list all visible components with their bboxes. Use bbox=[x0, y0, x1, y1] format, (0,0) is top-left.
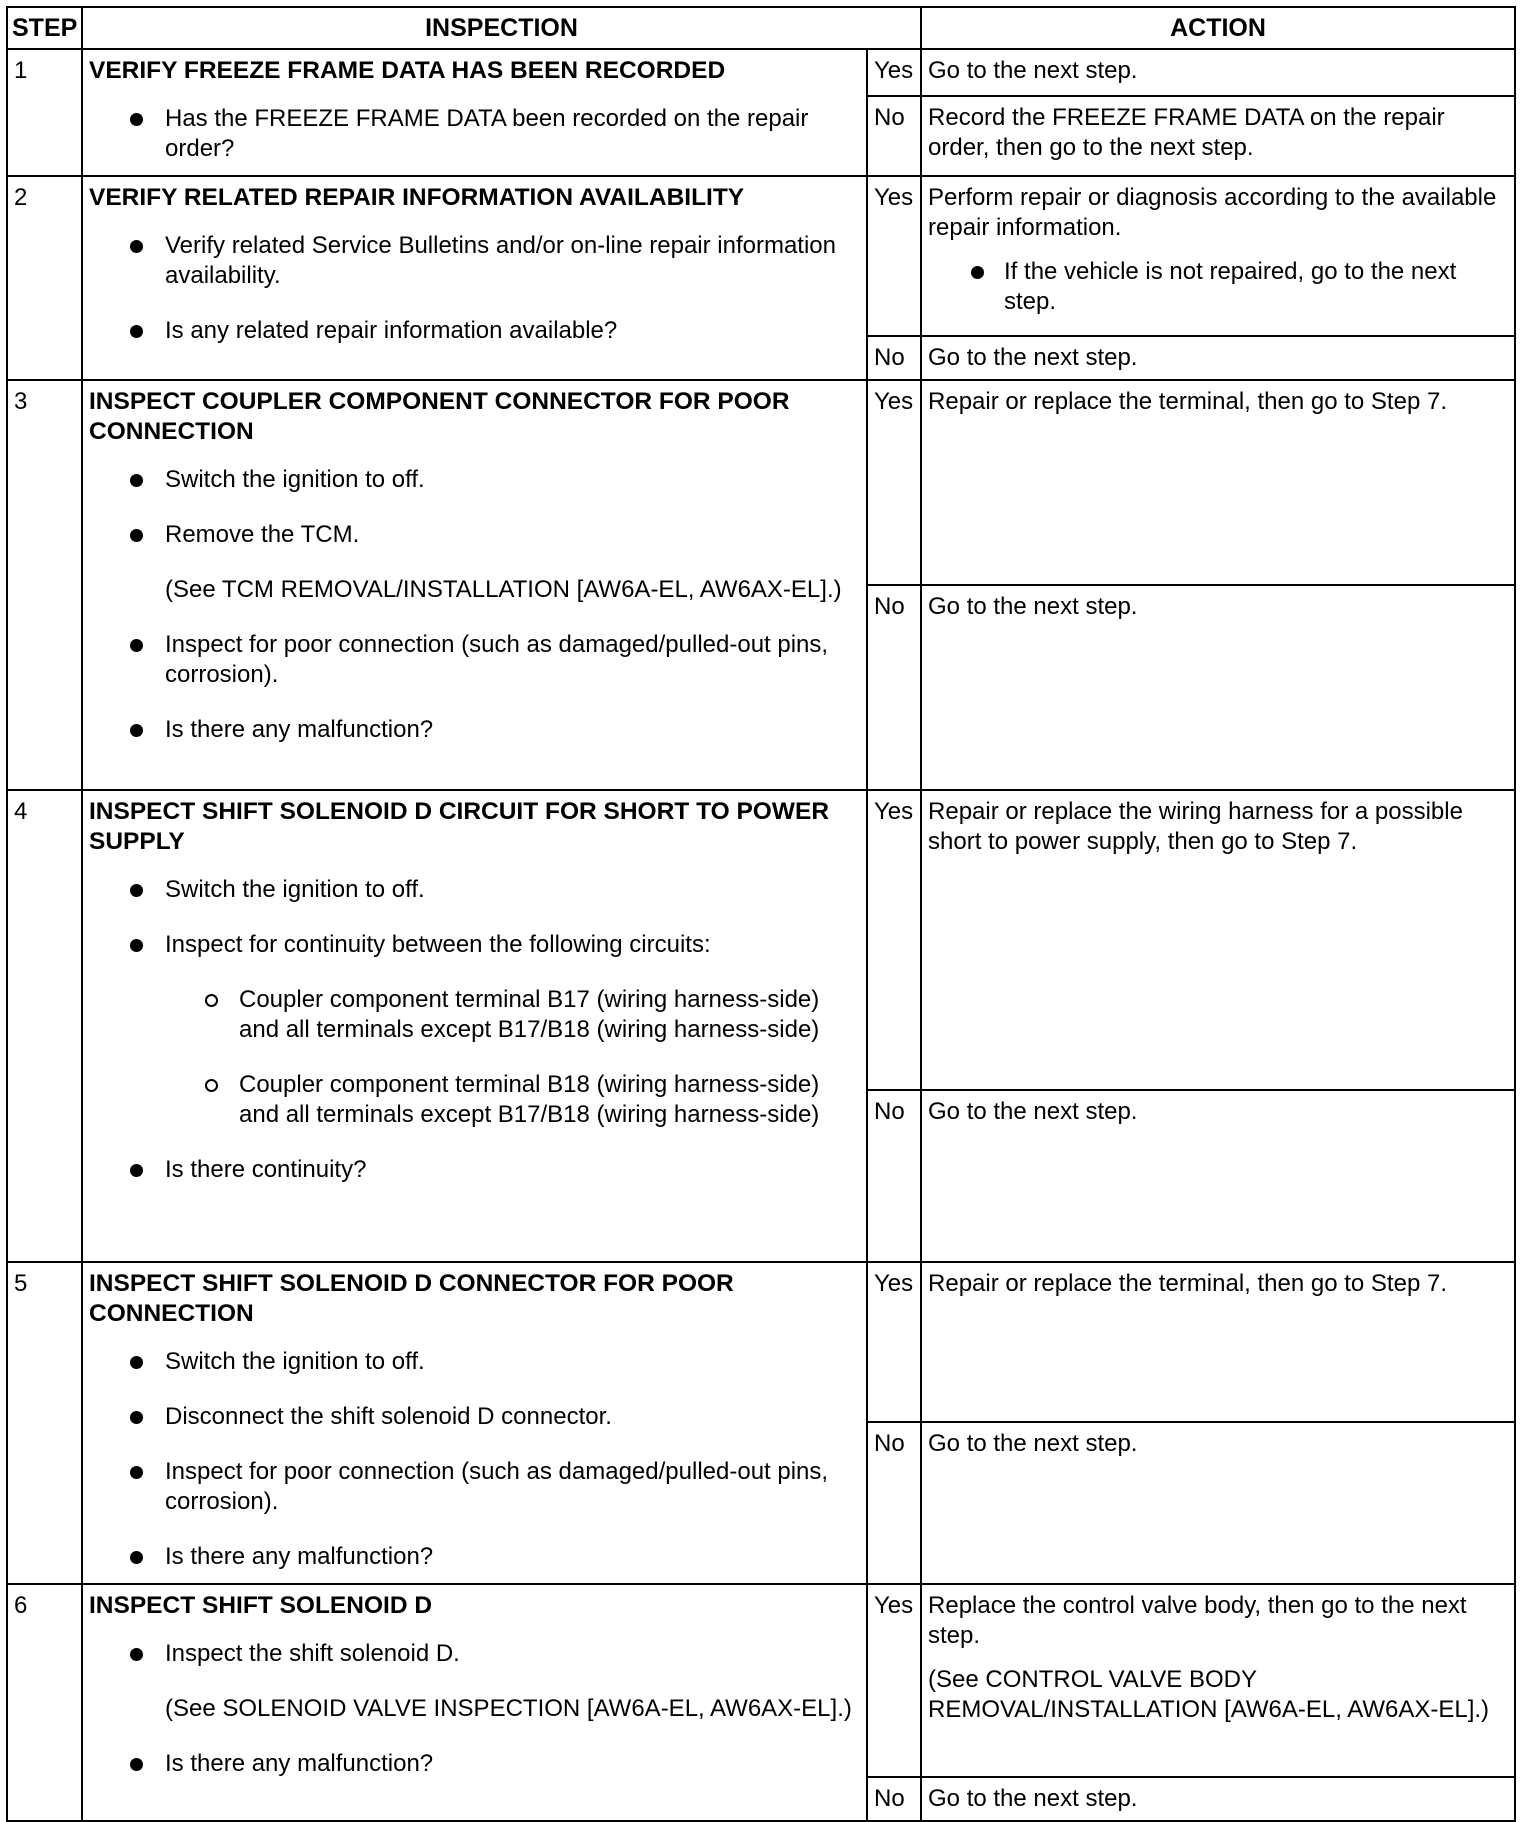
bullet-text: Is there any malfunction? bbox=[165, 1543, 434, 1570]
step-number: 6 bbox=[7, 1584, 82, 1821]
bullet-icon bbox=[130, 325, 143, 338]
bullet-icon bbox=[130, 1466, 143, 1479]
bullet-item bbox=[89, 875, 861, 905]
step-title: INSPECT SHIFT SOLENOID D CIRCUIT FOR SHORT TO POWER SUPPLY bbox=[89, 798, 830, 855]
bullet-item bbox=[89, 1457, 861, 1517]
step-6-yes-row bbox=[7, 1584, 1515, 1777]
inspection-cell bbox=[82, 49, 867, 176]
yes-action-cell bbox=[921, 1584, 1515, 1777]
bullet-item bbox=[89, 930, 861, 960]
bullet-icon bbox=[130, 240, 143, 253]
step-number: 3 bbox=[7, 380, 82, 790]
reference-note: (See TCM REMOVAL/INSTALLATION [AW6A-EL, AW6AX-EL].) bbox=[165, 576, 842, 603]
yes-action-cell bbox=[921, 176, 1515, 336]
yes-label: Yes bbox=[867, 790, 921, 1090]
bullet-icon bbox=[130, 1648, 143, 1661]
no-action: Record the FREEZE FRAME DATA on the repair order, then go to the next step. bbox=[921, 96, 1515, 176]
bullet-item bbox=[89, 465, 861, 495]
diagnostic-table bbox=[6, 6, 1516, 1822]
circle-bullet-icon bbox=[205, 994, 218, 1007]
yes-label: Yes bbox=[867, 380, 921, 585]
yes-label: Yes bbox=[867, 49, 921, 96]
bullet-text: Remove the TCM. bbox=[165, 521, 360, 548]
action-bullet bbox=[928, 257, 1509, 317]
no-action: Go to the next step. bbox=[921, 1777, 1515, 1821]
bullet-text: Is there any malfunction? bbox=[165, 716, 434, 743]
no-label: No bbox=[867, 336, 921, 380]
bullet-icon bbox=[130, 529, 143, 542]
step-title: VERIFY FREEZE FRAME DATA HAS BEEN RECORDED bbox=[89, 57, 726, 84]
yes-action: Replace the control valve body, then go to the next step. bbox=[928, 1592, 1467, 1649]
bullet-text: If the vehicle is not repaired, go to the next step. bbox=[1004, 258, 1457, 315]
no-label: No bbox=[867, 1422, 921, 1584]
no-action: Go to the next step. bbox=[921, 1090, 1515, 1262]
bullet-icon bbox=[130, 1164, 143, 1177]
bullet-item bbox=[89, 715, 861, 745]
step-title: INSPECT SHIFT SOLENOID D bbox=[89, 1592, 433, 1619]
step-5-yes-row bbox=[7, 1262, 1515, 1422]
inspection-cell bbox=[82, 1584, 867, 1821]
yes-label: Yes bbox=[867, 1584, 921, 1777]
header-step: STEP bbox=[7, 7, 82, 49]
bullet-icon bbox=[130, 474, 143, 487]
yes-label: Yes bbox=[867, 1262, 921, 1422]
step-1-yes-row bbox=[7, 49, 1515, 96]
bullet-item bbox=[89, 231, 861, 291]
bullet-item bbox=[89, 1155, 861, 1185]
bullet-text: Switch the ignition to off. bbox=[165, 466, 425, 493]
bullet-icon bbox=[130, 639, 143, 652]
yes-action: Repair or replace the terminal, then go to Step 7. bbox=[921, 1262, 1515, 1422]
bullet-text: Inspect the shift solenoid D. bbox=[165, 1640, 460, 1667]
inspection-cell bbox=[82, 380, 867, 790]
bullet-item bbox=[89, 1639, 861, 1669]
bullet-icon bbox=[130, 1411, 143, 1424]
bullet-item bbox=[89, 1402, 861, 1432]
step-2-yes-row bbox=[7, 176, 1515, 336]
sub-bullet-item bbox=[89, 1070, 861, 1130]
inspection-cell bbox=[82, 1262, 867, 1584]
bullet-text: Is any related repair information available? bbox=[165, 317, 618, 344]
bullet-text: Switch the ignition to off. bbox=[165, 1348, 425, 1375]
yes-label: Yes bbox=[867, 176, 921, 336]
header-action: ACTION bbox=[921, 7, 1515, 49]
bullet-text: Is there any malfunction? bbox=[165, 1750, 434, 1777]
sub-bullet-text: Coupler component terminal B17 (wiring harness-side) and all terminals except B17/B18 (wiring harness-side) bbox=[239, 986, 820, 1043]
bullet-text: Has the FREEZE FRAME DATA been recorded on the repair order? bbox=[165, 105, 809, 162]
step-title: INSPECT SHIFT SOLENOID D CONNECTOR FOR POOR CONNECTION bbox=[89, 1270, 734, 1327]
yes-action: Go to the next step. bbox=[921, 49, 1515, 96]
inspection-cell bbox=[82, 176, 867, 380]
bullet-icon bbox=[971, 266, 984, 279]
step-title: VERIFY RELATED REPAIR INFORMATION AVAILABILITY bbox=[89, 184, 745, 211]
bullet-icon bbox=[130, 1758, 143, 1771]
no-action: Go to the next step. bbox=[921, 585, 1515, 790]
no-label: No bbox=[867, 1777, 921, 1821]
bullet-icon bbox=[130, 884, 143, 897]
no-action: Go to the next step. bbox=[921, 336, 1515, 380]
bullet-text: Is there continuity? bbox=[165, 1156, 367, 1183]
inspection-cell bbox=[82, 790, 867, 1262]
no-label: No bbox=[867, 585, 921, 790]
bullet-text: Inspect for poor connection (such as damaged/pulled-out pins, corrosion). bbox=[165, 1458, 829, 1515]
bullet-icon bbox=[130, 1551, 143, 1564]
header-inspection: INSPECTION bbox=[82, 7, 921, 49]
step-number: 4 bbox=[7, 790, 82, 1262]
bullet-item bbox=[89, 1347, 861, 1377]
yes-action: Repair or replace the wiring harness for a possible short to power supply, then go to Step 7. bbox=[921, 790, 1515, 1090]
sub-bullet-item bbox=[89, 985, 861, 1045]
reference-note: (See SOLENOID VALVE INSPECTION [AW6A-EL, AW6AX-EL].) bbox=[165, 1695, 852, 1722]
bullet-item bbox=[89, 104, 861, 164]
bullet-icon bbox=[130, 939, 143, 952]
no-label: No bbox=[867, 96, 921, 176]
bullet-text: Inspect for continuity between the following circuits: bbox=[165, 931, 711, 958]
yes-action: Perform repair or diagnosis according to the available repair information. bbox=[928, 184, 1497, 241]
bullet-item bbox=[89, 316, 861, 346]
yes-action: Repair or replace the terminal, then go to Step 7. bbox=[921, 380, 1515, 585]
sub-bullet-text: Coupler component terminal B18 (wiring harness-side) and all terminals except B17/B18 (wiring harness-side) bbox=[239, 1071, 820, 1128]
no-label: No bbox=[867, 1090, 921, 1262]
bullet-text: Disconnect the shift solenoid D connector. bbox=[165, 1403, 612, 1430]
bullet-icon bbox=[130, 724, 143, 737]
bullet-text: Switch the ignition to off. bbox=[165, 876, 425, 903]
bullet-item bbox=[89, 520, 861, 550]
bullet-text: Verify related Service Bulletins and/or on-line repair information availability. bbox=[165, 232, 837, 289]
step-3-yes-row bbox=[7, 380, 1515, 585]
header-row bbox=[7, 7, 1515, 49]
step-number: 1 bbox=[7, 49, 82, 176]
bullet-icon bbox=[130, 113, 143, 126]
bullet-item bbox=[89, 1749, 861, 1779]
no-action: Go to the next step. bbox=[921, 1422, 1515, 1584]
step-number: 2 bbox=[7, 176, 82, 380]
bullet-item bbox=[89, 630, 861, 690]
bullet-text: Inspect for poor connection (such as damaged/pulled-out pins, corrosion). bbox=[165, 631, 829, 688]
reference-note: (See CONTROL VALVE BODY REMOVAL/INSTALLATION [AW6A-EL, AW6AX-EL].) bbox=[928, 1666, 1490, 1723]
bullet-item bbox=[89, 1542, 861, 1572]
bullet-icon bbox=[130, 1356, 143, 1369]
step-4-yes-row bbox=[7, 790, 1515, 1090]
step-title: INSPECT COUPLER COMPONENT CONNECTOR FOR POOR CONNECTION bbox=[89, 388, 790, 445]
step-number: 5 bbox=[7, 1262, 82, 1584]
circle-bullet-icon bbox=[205, 1079, 218, 1092]
